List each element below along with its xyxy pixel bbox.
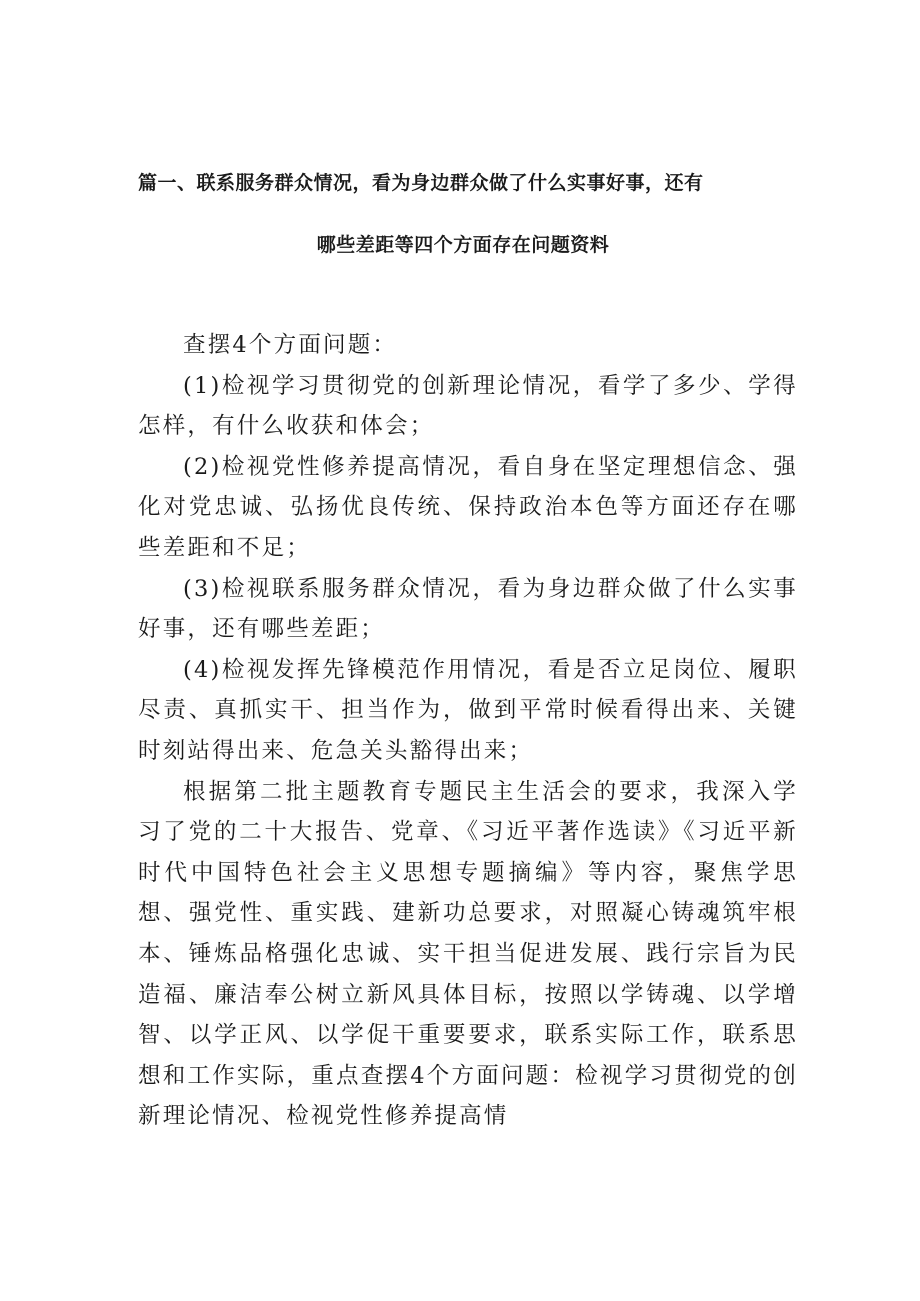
document-body — [138, 325, 798, 1137]
paragraph-item-3: (3)检视联系服务群众情况，看为身边群众做了什么实事好事，还有哪些差距； — [138, 575, 798, 643]
paragraph-intro: 查摆4个方面问题： — [183, 332, 398, 358]
paragraph-item-1: (1)检视学习贯彻党的创新理论情况，看学了多少、学得怎样，有什么收获和体会； — [138, 372, 798, 440]
paragraph-item-4: (4)检视发挥先锋模范作用情况，看是否立足岗位、履职尽责、真抓实干、担当作为，做到平常时候看得出来、关键时刻站得出来、危急关头豁得出来； — [138, 656, 798, 764]
paragraph-item-2: (2)检视党性修养提高情况，看自身在坚定理想信念、强化对党忠诚、弘扬优良传统、保持政治本色等方面还存在哪些差距和不足； — [138, 453, 798, 561]
document-title-line-2: 哪些差距等四个方面存在问题资料 — [316, 234, 610, 256]
document-title-line-1: 篇一、联系服务群众情况，看为身边群众做了什么实事好事，还有 — [138, 172, 704, 194]
paragraph-main: 根据第二批主题教育专题民主生活会的要求，我深入学习了党的二十大报告、党章、《习近平著作选读》《习近平新时代中国特色社会主义思想专题摘编》等内容，聚焦学思想、强党性、重实践、建新功总要求，对照凝心铸魂筑牢根本、锤炼品格强化忠诚、实干担当促进发展、践行宗旨为民造福、廉洁奉公树立新风具体目标，按照以学铸魂、以学增智、以学正风、以学促干重要要求，联系实际工作，联系思想和工作实际，重点查摆4个方面问题：检视学习贯彻党的创新理论情况、检视党性修养提高情 — [138, 778, 798, 1130]
